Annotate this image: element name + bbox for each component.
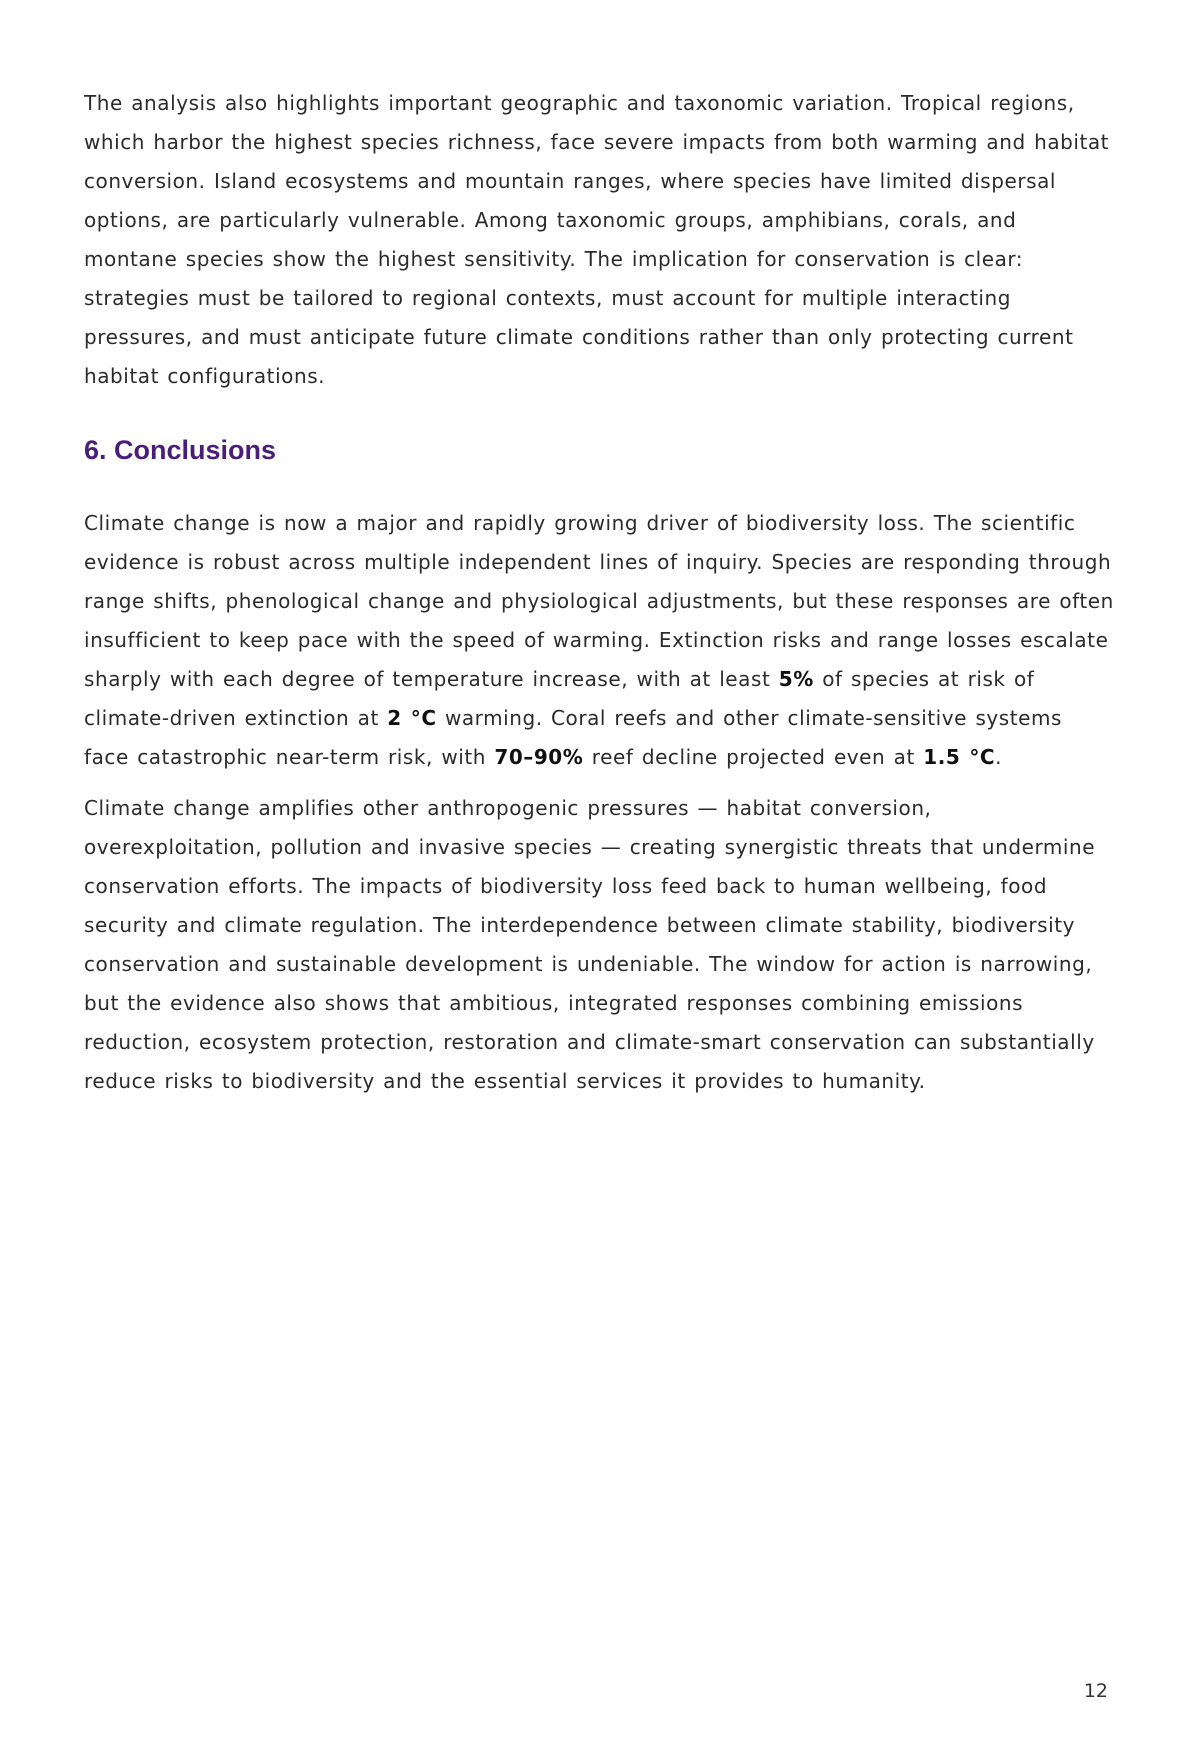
intro-paragraph: The analysis also highlights important geographic and taxonomic variation. Tropical regions, which harbor the highest species richness, face severe impacts from both warming and habitat conversion. Island ecosystems and mountain ranges, where species have limited dispersal options, are particularly vulnerable. Among taxonomic groups, amphibians, corals, and montane species show the highest sensitivity. The implication for conservation is clear: strategies must be tailored to regional contexts, must account for multiple interacting pressures, and must anticipate future climate conditions rather than only protecting current habitat configurations. (84, 91, 1110, 388)
paragraph-text: Climate change is now a major and rapidly growing driver of biodiversity loss. The scientific evidence is robust across multiple independent lines of inquiry. Species are responding through range shifts, phenological change and physiological adjustments, but these responses are often insufficient to keep pace with the speed of warming. Extinction risks and range losses escalate sharply with each degree of temperature increase, with at least (84, 511, 1114, 691)
paragraph-text: . (995, 745, 1003, 769)
paragraph-text: reef decline projected even at (583, 745, 924, 769)
stat-warming-level: 2 °C (387, 706, 437, 730)
section-heading: 6. Conclusions (84, 435, 277, 465)
stat-extinction-risk: 5% (778, 667, 814, 691)
conclusions-paragraph-1 (84, 504, 1114, 777)
conclusions-paragraph-2: Climate change amplifies other anthropogenic pressures — habitat conversion, overexploitation, pollution and invasive species — creating synergistic threats that undermine conservation efforts. The impacts of biodiversity loss feed back to human wellbeing, food security and climate regulation. The interdependence between climate stability, biodiversity conservation and sustainable development is undeniable. The window for action is narrowing, but the evidence also shows that ambitious, integrated responses combining emissions reduction, ecosystem protection, restoration and climate-smart conservation can substantially reduce risks to biodiversity and the essential services it provides to humanity. (84, 796, 1096, 1093)
paragraph-text: warming. Coral reefs and other climate-sensitive systems face catastrophic near-term risk, with (84, 706, 1063, 769)
stat-reef-decline: 70–90% (494, 745, 584, 769)
document-page (84, 84, 1114, 1101)
paragraph-text: of species at risk of climate-driven extinction at (84, 667, 1035, 730)
stat-warming-threshold: 1.5 °C (923, 745, 996, 769)
page-number: 12 (1083, 1680, 1108, 1702)
